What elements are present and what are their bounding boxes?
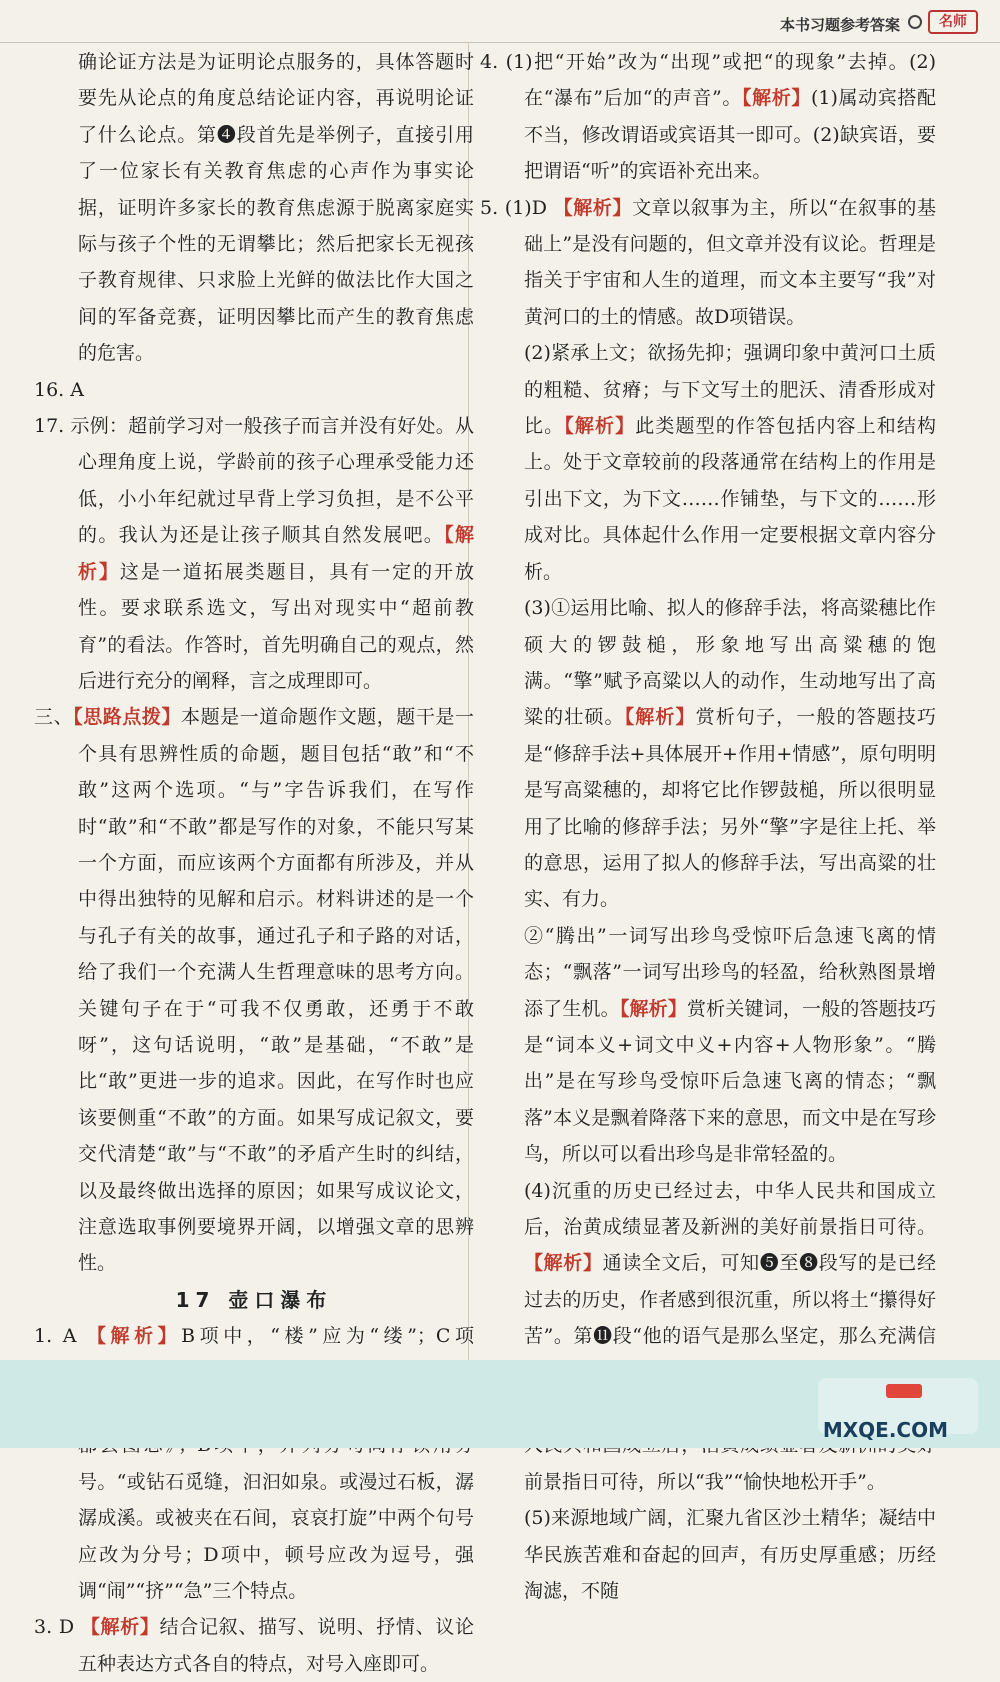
analysis-text: 这是一道拓展类题目，具有一定的开放性。要求联系选文，写出对现实中“超前教育”的看法。作答时，首先明确自己的观点，然后进行充分的阐释，言之成理即可。 (78, 560, 474, 692)
circle-icon (908, 15, 922, 29)
badge-accent (886, 1384, 922, 1398)
paragraph-text: 17. 示例：超前学习对一般孩子而言并没有好处。从心理角度上说，学龄前的孩子心理承受能力还低，小小年纪就过早背上学习负担，是不公平的。我认为还是让孩子顺其自然发展吧。 (34, 415, 474, 547)
analysis-tag: 【解析】 (87, 1325, 182, 1348)
analysis-tag: 【思路点拨】 (73, 706, 182, 729)
analysis-text: 号。“或钻石觅缝，汩汩如泉。或漫过石板，潺潺成溪。或被夹在石间，哀哀打旋”中两个句号应改为分号；D项中，顿号应改为逗号，强调“闹”“挤”“急”三个特点。 (78, 1470, 474, 1603)
right-paragraph (480, 190, 936, 336)
page-footer (0, 1360, 1000, 1448)
analysis-tag: 【解析】 (624, 706, 696, 729)
left-paragraph (34, 699, 474, 1282)
analysis-tag: 【解析】 (553, 196, 633, 219)
analysis-tag: 【解析】 (80, 1616, 160, 1639)
paragraph-text: 确论证方法是为证明论点服务的，具体答题时要先从论点的角度总结论证内容，再说明论证了什么论点。第❹段首先是举例子，直接引用了一位家长有关教育焦虑的心声作为事实论据，证明许多家长的教育焦虑源于脱离家庭实际与孩子个性的无谓攀比；然后把家长无视孩子教育规律、只求脸上光鲜的做法比作大国之间的军备竞赛，证明因攀比而产生的教育焦虑的危害。 (78, 51, 474, 365)
analysis-text: 赏析关键词，一般的答题技巧是“词本义+词文中义+内容+人物形象”。“腾出”是在写珍鸟受惊吓后急速飞离的情态；“飘落”本义是飘着降落下来的意思，而文中是在写珍鸟，所以可以看出珍鸟是非常轻盈的。 (524, 997, 936, 1166)
paragraph-text: 三、 (34, 706, 74, 729)
analysis-text: 此类题型的作答包括内容上和结构上。处于文章较前的段落通常在结构上的作用是引出下文，为下文……作铺垫，与下文的……形成对比。具体起什么作用一定要根据文章内容分析。 (524, 415, 936, 583)
header-title: 本书习题参考答案 (779, 16, 900, 34)
paragraph-text: ②“腾出”一词写出珍鸟受惊吓后急速飞离的情态；“飘落”一词写出珍鸟的轻盈，给秋熟图景增添了生机。 (524, 924, 936, 1020)
analysis-tag: 【解析】 (619, 997, 687, 1020)
page-header (0, 0, 1000, 43)
paragraph-text: (4)沉重的历史已经过去，中华人民共和国成立后，治黄成绩显著及新洲的美好前景指日可待。 (524, 1179, 936, 1238)
left-paragraph (34, 372, 474, 408)
analysis-tag: 【解析】 (564, 415, 636, 438)
analysis-text: 文章以叙事为主，所以“在叙事的基础上”是没有问题的，但文章并没有议论。哲理是指关于宇宙和人生的道理，而文本主要写“我”对黄河口的土的情感。故D项错误。 (524, 196, 936, 328)
paragraph-text: 17 壶口瀑布 (175, 1287, 333, 1312)
analysis-text: (1)属动宾搭配不当，修改谓语或宾语其一即可。(2)缺宾语，要把谓语“听”的宾语补充出来。 (524, 87, 936, 183)
paragraph-text: 5. (1)D (480, 196, 554, 219)
right-paragraph (480, 1173, 936, 1501)
analysis-text: 通读全文后，可知❺至❽段写的是已经过去的历史，作者感到很沉重，所以将土“攥得好苦”。第⓫段“他的语气是那么坚定，那么充满信 前景指日可待，所以“我”“愉快地松开手”。 (524, 1252, 936, 1493)
left-paragraph (34, 1609, 474, 1682)
right-paragraph (480, 335, 936, 590)
watermark-badge (818, 1378, 978, 1442)
right-paragraph (480, 590, 936, 918)
analysis-tag: 【解析】 (741, 87, 811, 110)
publisher-logo: 名师 (928, 10, 978, 34)
left-paragraph (34, 408, 474, 699)
paragraph-text: (2)紧承上文；欲扬先抑；强调印象中黄河口土质的粗糙、贫瘠；与下文写土的肥沃、清香形成对比。 (524, 342, 936, 438)
left-paragraph (34, 44, 474, 372)
footer-site: MXQE.COM (822, 1418, 948, 1442)
paragraph-text: 16. A (34, 378, 84, 401)
left-paragraph (34, 1282, 474, 1318)
paragraph-text: 4. (1)把“开始”改为“出现”或把“的现象”去掉。(2)在“瀑布”后加“的声音”。 (480, 51, 936, 110)
right-paragraph (480, 918, 936, 1173)
right-paragraph (480, 1500, 936, 1609)
analysis-text: 赏析句子，一般的答题技巧是“修辞手法+具体展开+作用+情感”，原句明明是写高粱穗的，却将它比作锣鼓槌，所以很明显用了比喻的修辞手法；另外“擎”字是往上托、举的意思，运用了拟人的修辞手法，写出高粱的壮实、有力。 (524, 706, 936, 911)
paragraph-text: (3)①运用比喻、拟人的修辞手法，将高粱穗比作硕大的锣鼓槌，形象地写出高粱穗的饱满。“擎”赋予高粱以人的动作，生动地写出了高粱的壮硕。 (524, 597, 936, 729)
right-paragraph (480, 44, 936, 190)
paragraph-text: 3. D (34, 1616, 81, 1639)
paragraph-text: 1. A (34, 1325, 88, 1348)
analysis-text: 结合记叙、描写、说明、抒情、议论五种表达方式各自的特点，对号入座即可。 (78, 1616, 474, 1675)
analysis-text: B项中，“楼”应为“缕”；C项 (181, 1325, 474, 1348)
analysis-text: 本题是一道命题作文题，题干是一个具有思辨性质的命题，题目包括“敢”和“不敢”这两个选项。“与”字告诉我们，在写作时“敢”和“不敢”都是写作的对象，不能只写某一个方面，而应该两个方面都有所涉及，并从中得出独特的见解和启示。材料讲述的是一个与孔子有关的故事，通过孔子和子路的对话，给了我们一个充满人生哲理意味的思考方向。关键句子在于“可我不仅勇敢，还勇于不敢呀”，这句话说明，“敢”是基础，“不敢”是比“敢”更进一步的追求。因此，在写作时也应该要侧重“不敢”的方面。如果写成记叙文，要交代清楚“敢”与“不敢”的矛盾产生时的纠结，以及最终做出选择的原因；如果写成议论文，注意选取事例要境界开阔，以增强文章的思辨性。 (78, 706, 474, 1275)
analysis-tag: 【解析】 (524, 1252, 603, 1275)
paragraph-text: (5)来源地域广阔，汇聚九省区沙土精华；凝结中华民族苦难和奋起的回声，有历史厚重感；历经淘滤，不随 (524, 1507, 936, 1603)
analysis-tag: 【解析】 (78, 524, 474, 583)
